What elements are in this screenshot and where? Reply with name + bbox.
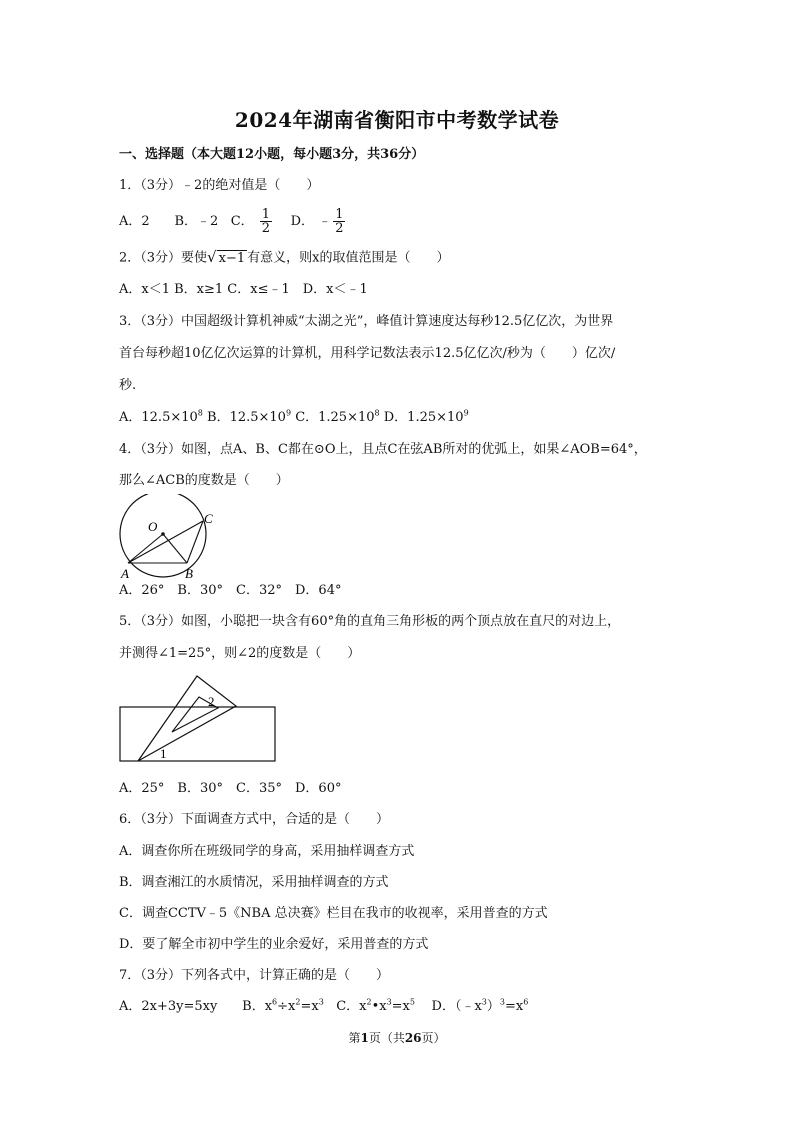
question-3-line-2: 首台每秒超10亿亿次运算的计算机，用科学记数法表示12.5亿亿次/秒为（ ）亿次/ xyxy=(119,346,616,361)
segment-ac xyxy=(128,521,203,563)
exponent: 2 xyxy=(295,997,301,1007)
exponent: 3 xyxy=(318,997,324,1007)
label-c: C xyxy=(204,511,213,526)
question-4-line-1: 4．（3分）如图，点A、B、C都在⊙O上，且点C在弦AB所对的优弧上，如果∠AOB=64°， xyxy=(119,442,647,457)
q2-stem-post: 有意义，则x的取值范围是（ ） xyxy=(247,250,450,266)
label-o: O xyxy=(148,519,158,534)
ruler-triangle-diagram xyxy=(112,668,282,768)
footer-page-number: 1 xyxy=(360,1031,369,1045)
radius-ob xyxy=(163,534,187,563)
q1-option-d-sign: ﹣ xyxy=(318,214,332,229)
exponent: 8 xyxy=(374,408,380,418)
question-4-options: A．26° B．30° C．32° D．64° xyxy=(119,583,342,598)
exponent: 9 xyxy=(285,408,292,418)
exponent: 5 xyxy=(409,997,415,1007)
q7-option-d xyxy=(432,999,529,1014)
exponent: 6 xyxy=(523,997,529,1007)
label-b: B xyxy=(185,566,193,580)
q7-option-a: A．2x+3y=5xy xyxy=(119,999,218,1014)
question-6-option-a: A．调查你所在班级同学的身高，采用抽样调查方式 xyxy=(119,844,415,859)
footer-mid: 页（共 xyxy=(368,1031,405,1045)
fraction-numerator: 1 xyxy=(335,207,344,222)
q1-option-d-fraction xyxy=(333,208,345,235)
question-5-line-2: 并测得∠1=25°，则∠2的度数是（ ） xyxy=(119,646,361,661)
q7-d-eq: =x xyxy=(504,999,524,1014)
angle-label-1: 1 xyxy=(160,746,167,761)
segment-bc xyxy=(187,521,203,563)
exponent: 8 xyxy=(197,408,203,418)
question-1-stem: 1．（3分）﹣2的绝对值是（ ） xyxy=(119,178,320,193)
question-6-option-d: D．要了解全市初中学生的业余爱好，采用普查的方式 xyxy=(119,937,429,952)
page-footer xyxy=(0,1029,794,1046)
question-6-option-b: B．调查湘江的水质情况，采用抽样调查的方式 xyxy=(119,875,389,890)
q1-option-a: A．2 xyxy=(119,214,150,229)
q3-option-a: A．12.5×10 xyxy=(119,410,198,425)
exponent: 9 xyxy=(463,408,469,418)
q1-option-b: B．﹣2 xyxy=(174,214,219,229)
exponent: 3 xyxy=(386,997,392,1007)
center-point xyxy=(161,532,165,536)
exam-title: 2024年湖南省衡阳市中考数学试卷 xyxy=(234,108,560,132)
q7-c-mid: •x xyxy=(371,999,387,1014)
question-7-stem: 7．（3分）下列各式中，计算正确的是（ ） xyxy=(119,968,390,983)
q7-option-c xyxy=(336,999,415,1014)
fraction-numerator: 1 xyxy=(261,207,271,222)
radius-oa xyxy=(128,534,163,563)
q7-c-pre: C．x xyxy=(336,999,367,1014)
q3-option-c: C．1.25×10 xyxy=(295,410,375,425)
q1-option-c-fraction xyxy=(260,208,272,235)
footer-total-pages: 26 xyxy=(404,1031,422,1045)
radical-icon: √ xyxy=(207,248,217,266)
question-2-options: A．x＜1 B．x≥1 C．x≤﹣1 D．x＜﹣1 xyxy=(119,282,368,297)
triangle-outer xyxy=(138,676,236,761)
exponent: 2 xyxy=(366,997,372,1007)
square-root xyxy=(207,248,247,268)
question-3-line-3: 秒. xyxy=(119,378,137,393)
question-5-line-1: 5．（3分）如图，小聪把一块含有60°角的直角三角形板的两个顶点放在直尺的对边上， xyxy=(119,614,621,629)
q2-stem-pre: 2．（3分）要使 xyxy=(119,250,208,266)
q7-c-eq: =x xyxy=(391,999,410,1014)
label-a: A xyxy=(121,566,129,580)
question-2-stem xyxy=(119,248,449,268)
exponent: 3 xyxy=(481,997,487,1007)
q7-d-pre: D．（﹣x xyxy=(431,999,482,1014)
q1-option-c-label: C． xyxy=(230,214,254,229)
fraction-denominator: 2 xyxy=(261,221,271,236)
radicand: x−1 xyxy=(218,251,246,266)
question-1-options xyxy=(119,208,347,235)
circle-diagram xyxy=(112,494,222,580)
section-heading: 一、选择题（本大题12小题，每小题3分，共36分） xyxy=(119,147,425,162)
q7-option-b xyxy=(242,999,324,1014)
question-3-line-1: 3．（3分）中国超级计算机神威“太湖之光”，峰值计算速度达每秒12.5亿亿次，为世界 xyxy=(119,314,614,329)
exponent: 3 xyxy=(499,997,505,1007)
question-6-stem: 6．（3分）下面调查方式中，合适的是（ ） xyxy=(119,812,390,827)
q1-option-d-label: D． xyxy=(290,214,315,229)
q3-option-b: B．12.5×10 xyxy=(207,410,286,425)
footer-post: 页） xyxy=(421,1031,446,1045)
q7-b-eq: =x xyxy=(300,999,319,1014)
fraction-denominator: 2 xyxy=(335,221,344,236)
q7-d-mid: ） xyxy=(486,999,500,1014)
question-4-line-2: 那么∠ACB的度数是（ ） xyxy=(119,473,289,488)
question-6-option-c: C．调查CCTV﹣5《NBA 总决赛》栏目在我市的收视率，采用普查的方式 xyxy=(119,906,548,921)
q7-b-pre: B．x xyxy=(242,999,273,1014)
question-7-options xyxy=(119,998,528,1016)
exponent: 6 xyxy=(272,997,278,1007)
footer-pre: 第 xyxy=(348,1031,361,1045)
question-5-options: A．25° B．30° C．35° D．60° xyxy=(119,781,342,796)
q3-option-d: D．1.25×10 xyxy=(383,410,464,425)
question-3-options xyxy=(119,409,469,427)
angle-label-2: 2 xyxy=(208,694,215,709)
q7-b-mid: ÷x xyxy=(277,999,296,1014)
